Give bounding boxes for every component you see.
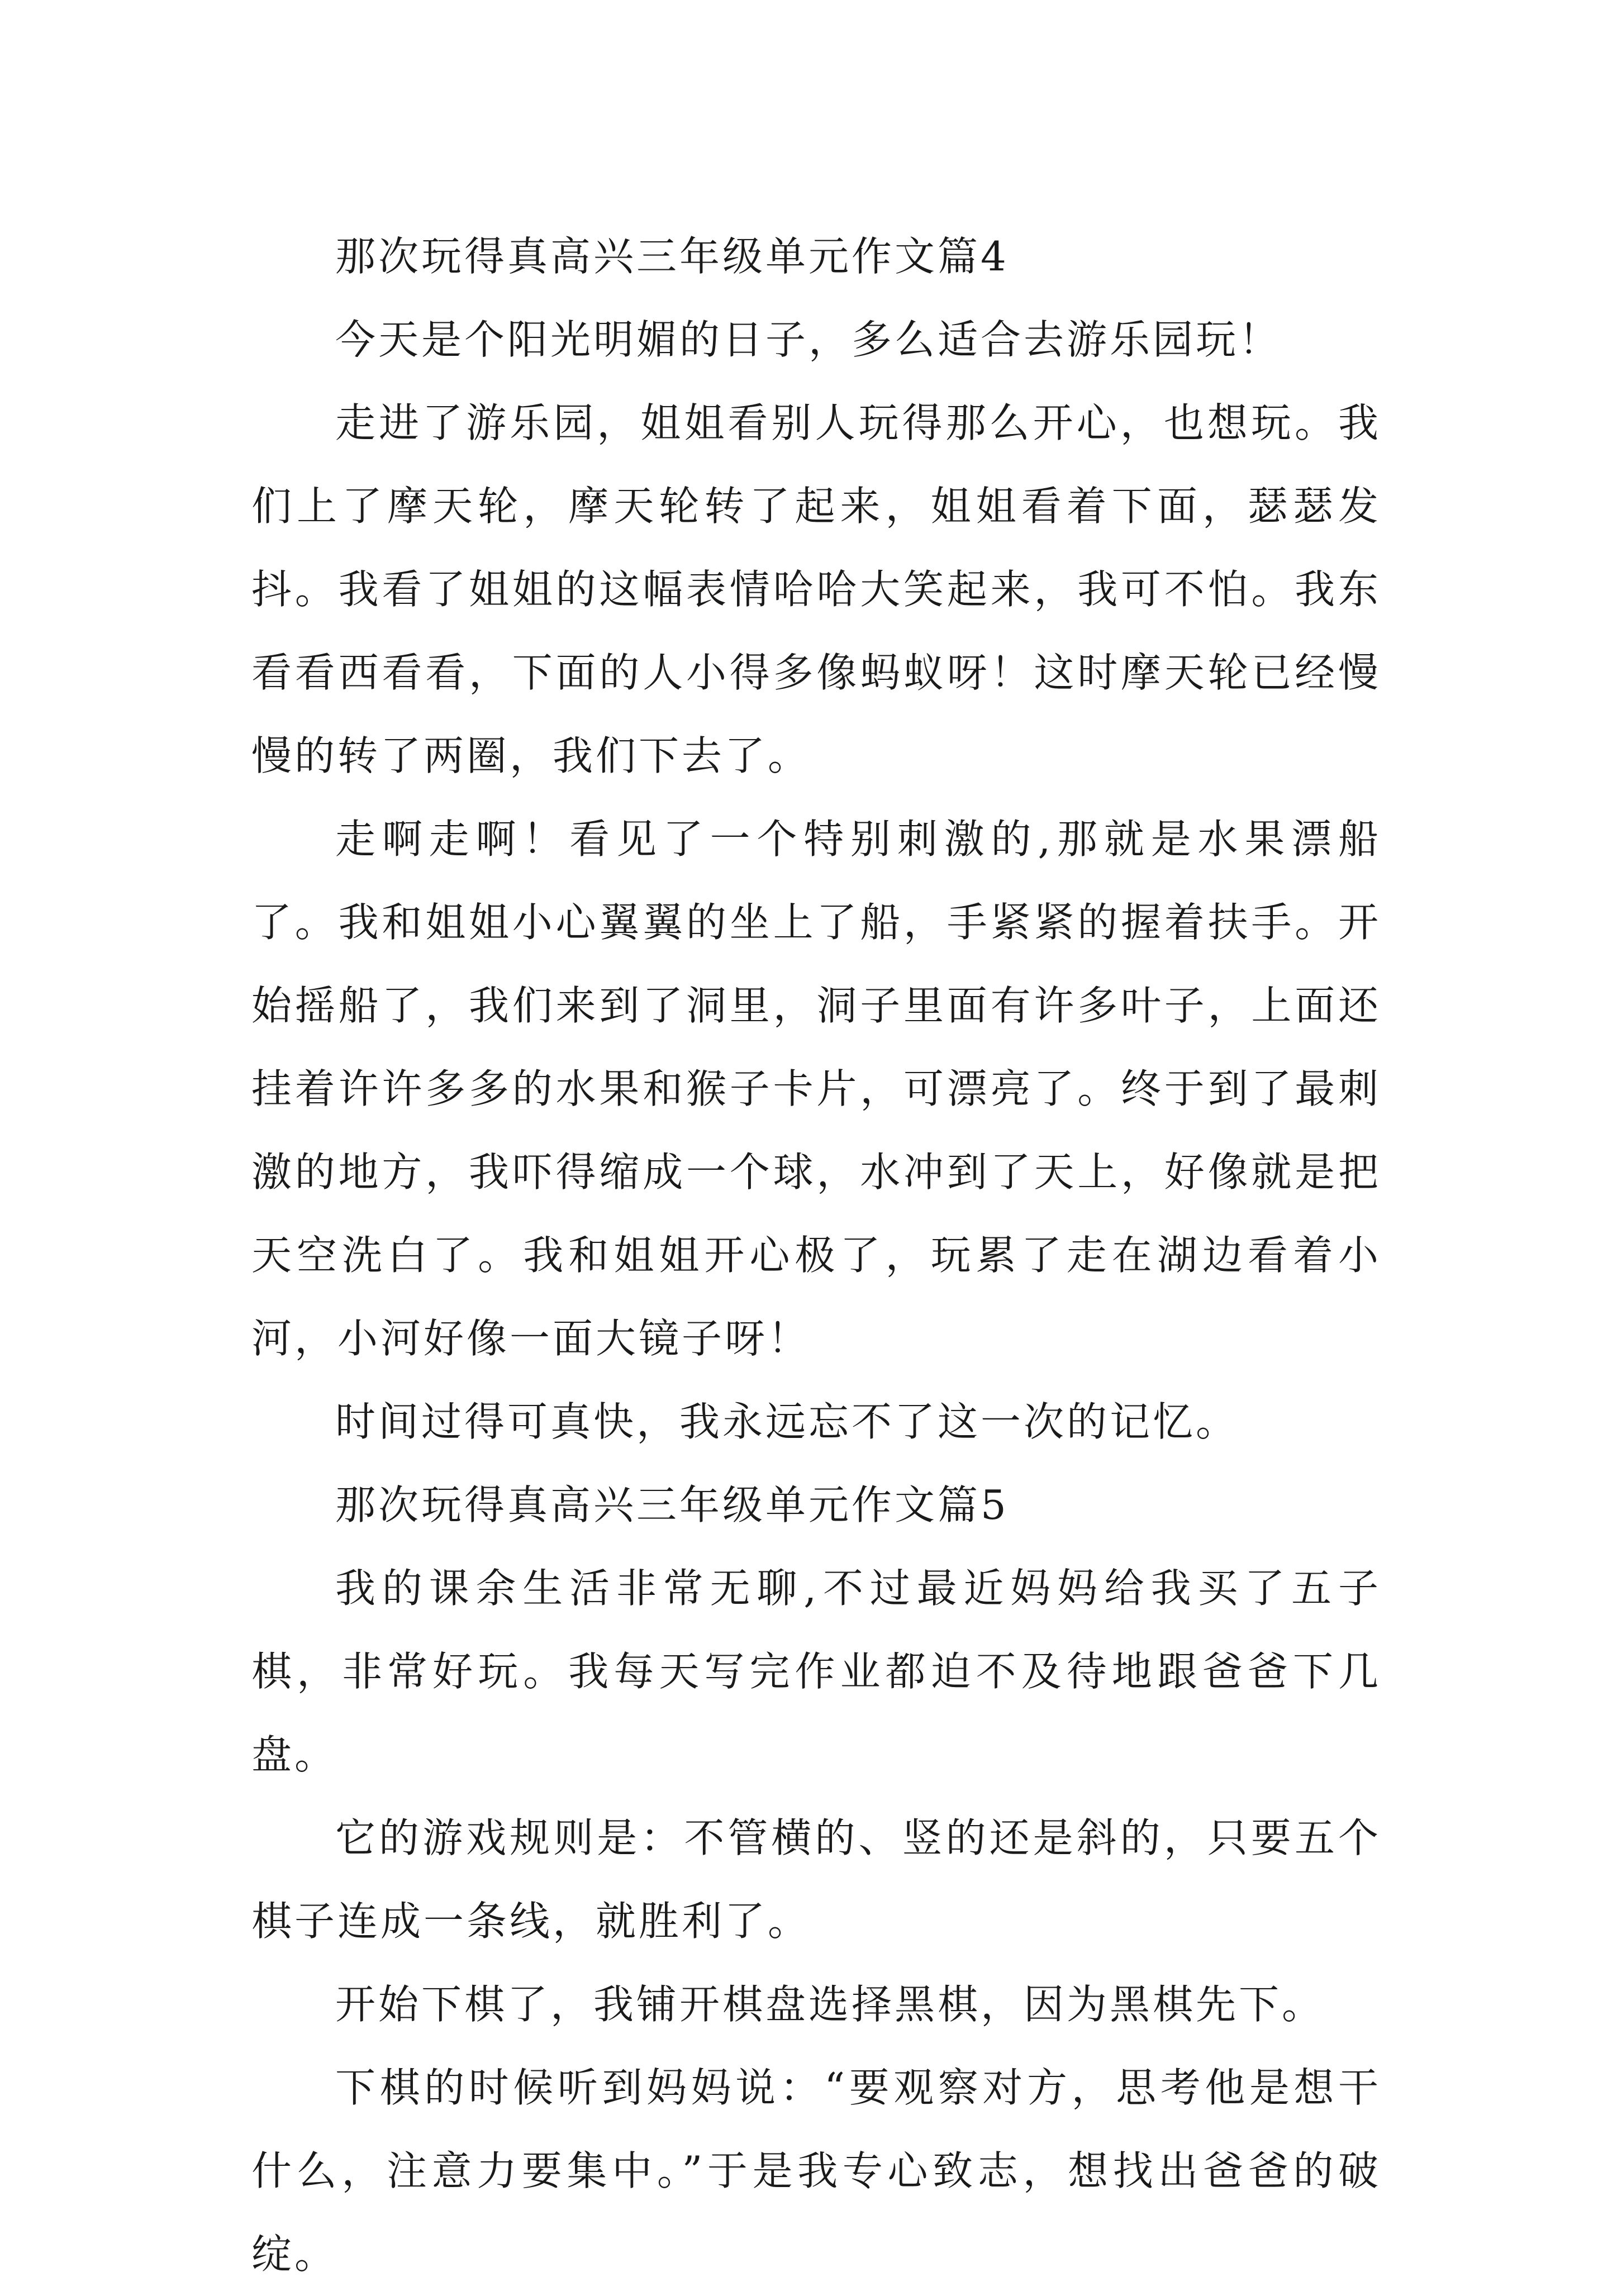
paragraph: 走啊走啊！看见了一个特别刺激的,那就是水果漂船了。我和姐姐小心翼翼的坐上了船，手紧紧的握着扶手。开始摇船了，我们来到了洞里，洞子里面有许多叶子，上面还挂着许许多多的水果和猴子卡片，可漂亮了。终于到了最刺激的地方，我吓得缩成一个球，水冲到了天上，好像就是把天空洗白了。我和姐姐开心极了，玩累了走在湖边看着小河，小河好像一面大镜子呀！ (251, 816, 1381, 1362)
section-heading: 那次玩得真高兴三年级单元作文篇4 (335, 233, 1009, 280)
paragraph: 开始下棋了，我铺开棋盘选择黑棋，因为黑棋先下。 (335, 1981, 1325, 2028)
paragraph: 时间过得可真快，我永远忘不了这一次的记忆。 (335, 1398, 1239, 1445)
paragraph: 下棋的时候听到妈妈说：“要观察对方，思考他是想干什么，注意力要集中。”于是我专心致志，想找出爸爸的破绽。 (251, 2064, 1381, 2278)
paragraph: 走进了游乐园，姐姐看别人玩得那么开心，也想玩。我们上了摩天轮，摩天轮转了起来，姐姐看着下面，瑟瑟发抖。我看了姐姐的这幅表情哈哈大笑起来，我可不怕。我东看看西看看，下面的人小得多像蚂蚁呀！这时摩天轮已经慢慢的转了两圈，我们下去了。 (251, 399, 1381, 779)
paragraph: 它的游戏规则是：不管横的、竖的还是斜的，只要五个棋子连成一条线，就胜利了。 (251, 1814, 1381, 1945)
document-body (251, 215, 1381, 2296)
paragraph: 今天是个阳光明媚的日子，多么适合去游乐园玩！ (335, 316, 1282, 363)
paragraph: 我的课余生活非常无聊,不过最近妈妈给我买了五子棋，非常好玩。我每天写完作业都迫不及待地跟爸爸下几盘。 (251, 1565, 1381, 1778)
section-heading: 那次玩得真高兴三年级单元作文篇5 (335, 1482, 1009, 1528)
